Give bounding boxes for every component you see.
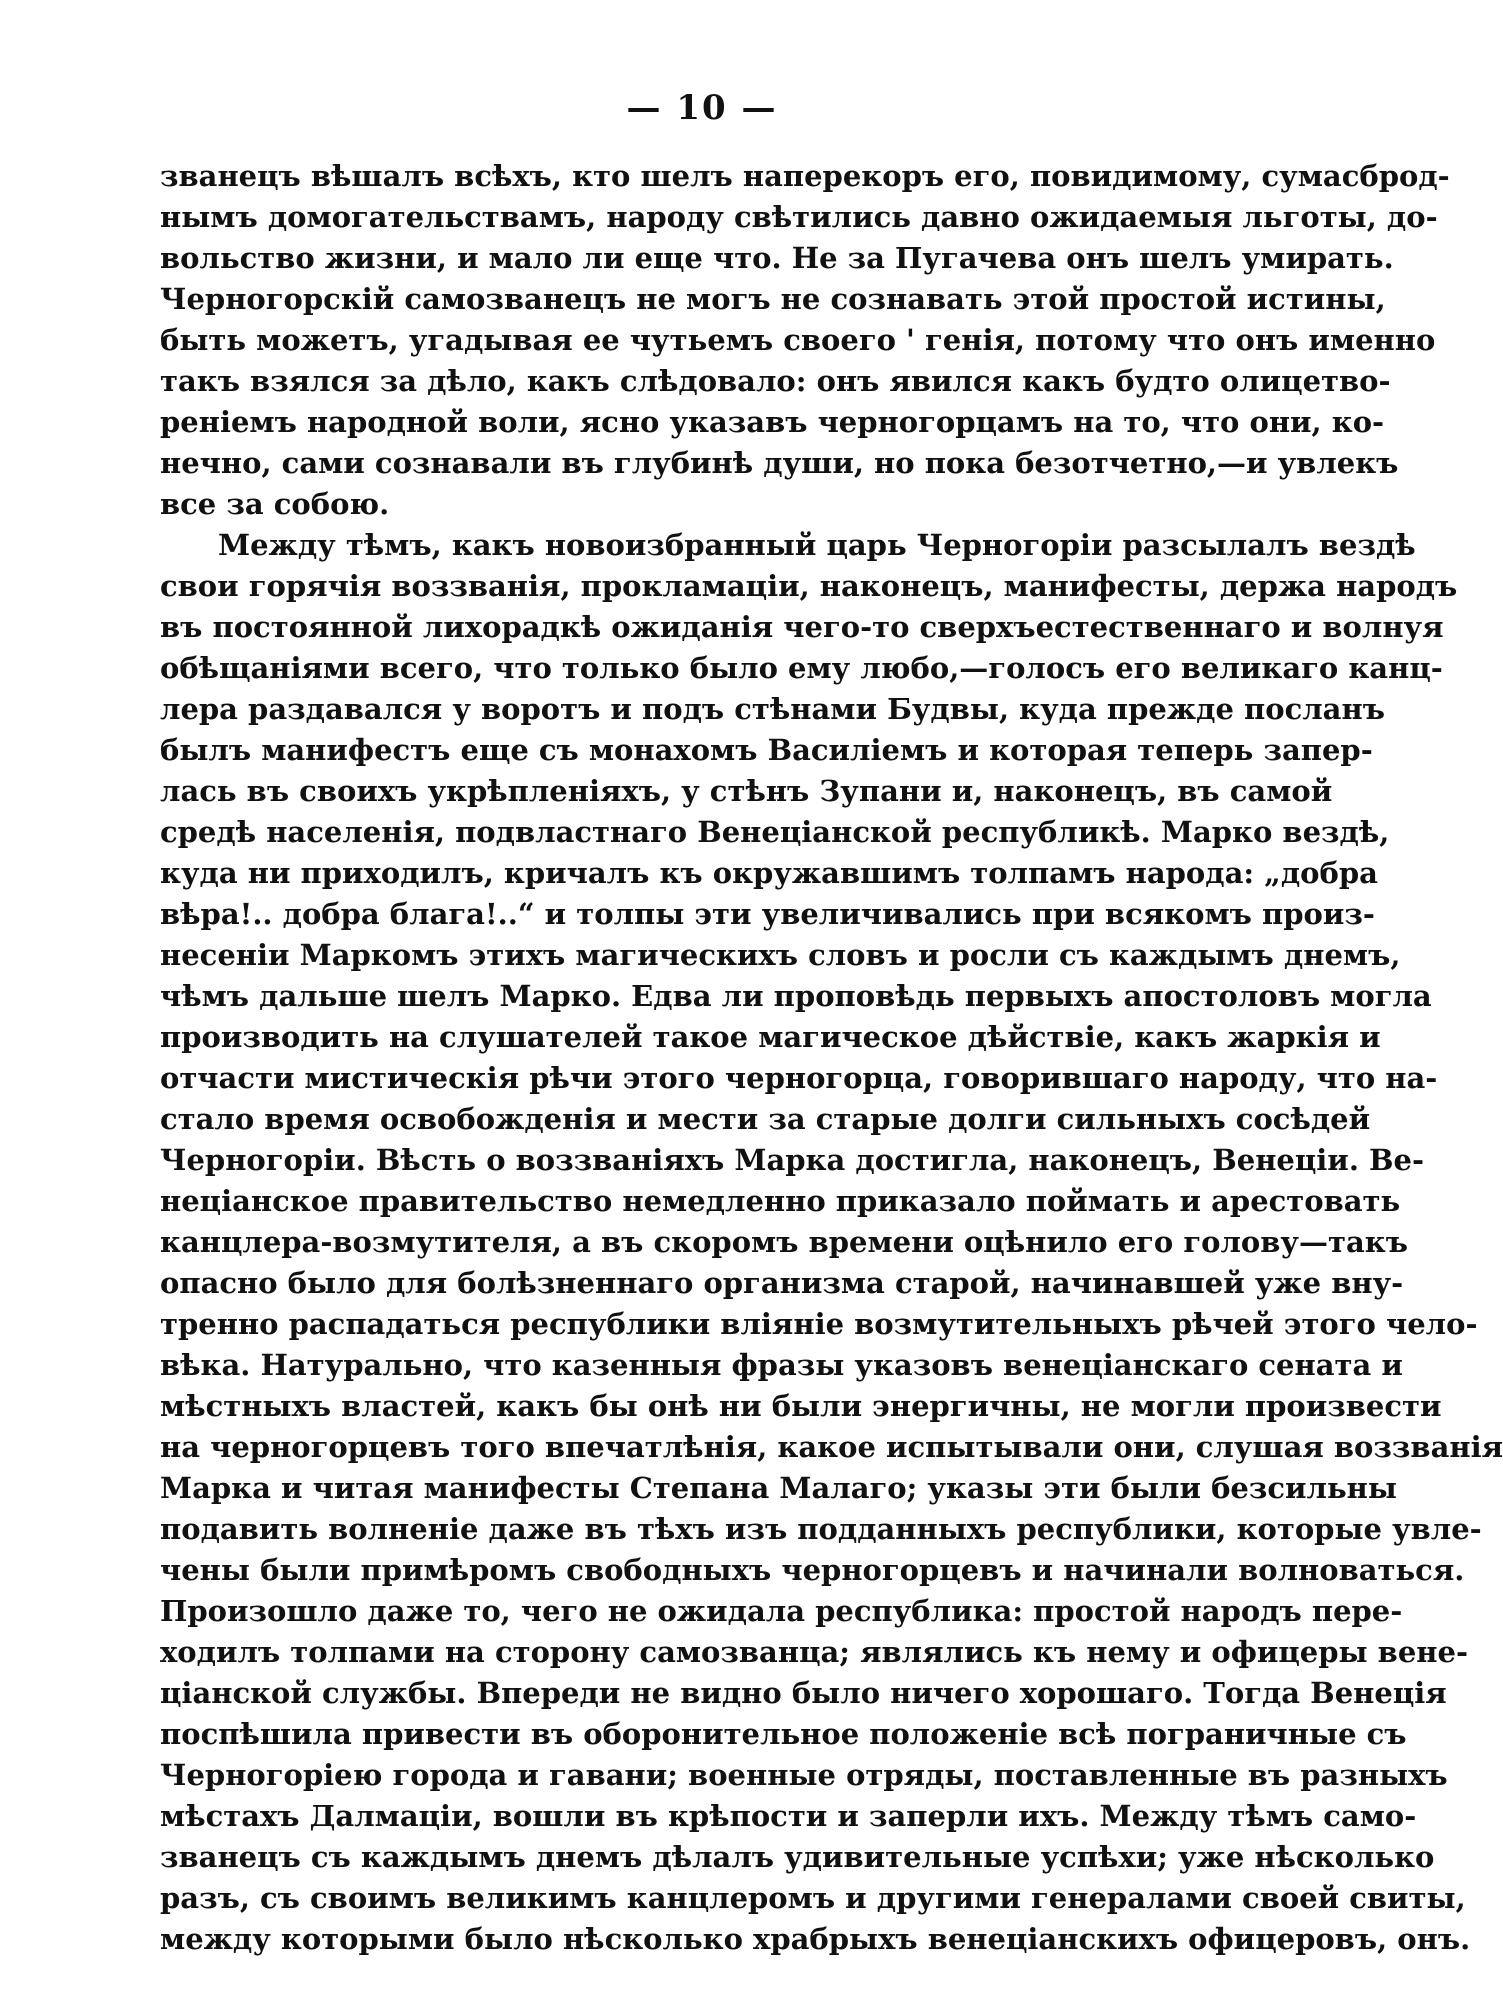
text-line: неціанское правительство немедленно приказало поймать и арестовать (160, 1184, 1401, 1218)
text-line: Между тѣмъ, какъ новоизбранный царь Черногоріи разсылалъ вездѣ (218, 528, 1416, 562)
text-line: средѣ населенія, подвластнаго Венеціанской республикѣ. Марко вездѣ, (160, 815, 1390, 849)
text-line: Марка и читая манифесты Степана Малаго; указы эти были безсильны (160, 1471, 1397, 1505)
text-line: канцлера-возмутителя, а въ скоромъ времени оцѣнило его голову—такъ (160, 1225, 1408, 1259)
text-line: лась въ своихъ укрѣпленіяхъ, у стѣнъ Зупани и, наконецъ, въ самой (160, 774, 1333, 808)
text-line: на черногорцевъ того впечатлѣнія, какое испытывали они, слушая воззванія (160, 1430, 1503, 1464)
text-line: мѣстахъ Далмаціи, вошли въ крѣпости и заперли ихъ. Между тѣмъ само- (160, 1799, 1417, 1833)
text-line: чены были примѣромъ свободныхъ черногорцевъ и начинали волноваться. (160, 1553, 1465, 1587)
text-line: званецъ вѣшалъ всѣхъ, кто шелъ наперекоръ его, повидимому, сумасброд- (160, 159, 1450, 193)
text-line: вѣка. Натурально, что казенныя фразы указовъ венеціанскаго сената и (160, 1348, 1403, 1382)
text-line: былъ манифестъ еще съ монахомъ Василіемъ и которая теперь запер- (160, 733, 1373, 767)
text-line: вѣра!.. добра блага!..“ и толпы эти увеличивались при всякомъ произ- (160, 897, 1375, 931)
body-text (160, 156, 1503, 1960)
text-line: куда ни приходилъ, кричалъ къ окружавшимъ толпамъ народа: „добра (160, 856, 1378, 890)
text-line: свои горячія воззванія, прокламаціи, наконецъ, манифесты, держа народъ (160, 569, 1458, 603)
text-line: тренно распадаться республики вліяніе возмутительныхъ рѣчей этого чело- (160, 1307, 1478, 1341)
text-line: стало время освобожденія и мести за старые долги сильныхъ сосѣдей (160, 1102, 1371, 1136)
text-line: подавить волненіе даже въ тѣхъ изъ подданныхъ республики, которые увле- (160, 1512, 1482, 1546)
text-line: поспѣшила привести въ оборонительное положеніе всѣ пограничные съ (160, 1717, 1407, 1751)
text-line: разъ, съ своимъ великимъ канцлеромъ и другими генералами своей свиты, (160, 1881, 1466, 1915)
text-line: ціанской службы. Впереди не видно было ничего хорошаго. Тогда Венеція (160, 1676, 1447, 1710)
text-line: такъ взялся за дѣло, какъ слѣдовало: онъ явился какъ будто олицетво- (160, 364, 1391, 398)
text-line: званецъ съ каждымъ днемъ дѣлалъ удивительные успѣхи; уже нѣсколько (160, 1840, 1435, 1874)
text-line: чѣмъ дальше шелъ Марко. Едва ли проповѣдь первыхъ апостоловъ могла (160, 979, 1432, 1013)
text-line: обѣщаніями всего, что только было ему любо,—голосъ его великаго канц- (160, 651, 1443, 685)
text-line: отчасти мистическія рѣчи этого черногорца, говорившаго народу, что на- (160, 1061, 1438, 1095)
text-line: реніемъ народной воли, ясно указавъ черногорцамъ на то, что они, ко- (160, 405, 1385, 439)
text-line: Черногоріи. Вѣсть о воззваніяхъ Марка достигла, наконецъ, Венеціи. Ве- (160, 1143, 1425, 1177)
text-line: опасно было для болѣзненнаго организма старой, начинавшей уже вну- (160, 1266, 1404, 1300)
page-number: — 10 — (626, 88, 778, 128)
text-line: между которыми было нѣсколько храбрыхъ венеціанскихъ офицеровъ, онъ. (160, 1922, 1471, 1956)
text-line: Произошло даже то, чего не ожидала республика: простой народъ пере- (160, 1594, 1403, 1628)
text-line: въ постоянной лихорадкѣ ожиданія чего-то сверхъестественнаго и волнуя (160, 610, 1444, 644)
text-line: Черногорскій самозванецъ не могъ не сознавать этой простой истины, (160, 282, 1386, 316)
text-line: быть можетъ, угадывая ее чутьемъ своего ' генія, потому что онъ именно (160, 323, 1436, 357)
text-line: вольство жизни, и мало ли еще что. Не за Пугачева онъ шелъ умирать. (160, 241, 1394, 275)
text-line: несеніи Маркомъ этихъ магическихъ словъ и росли съ каждымъ днемъ, (160, 938, 1401, 972)
text-line: мѣстныхъ властей, какъ бы онѣ ни были энергичны, не могли произвести (160, 1389, 1442, 1423)
text-line: лера раздавался у воротъ и подъ стѣнами Будвы, куда прежде посланъ (160, 692, 1385, 726)
text-line: ходилъ толпами на сторону самозванца; являлись къ нему и офицеры вене- (160, 1635, 1468, 1669)
text-line: все за собою. (160, 487, 390, 521)
text-line: Черногоріею города и гавани; военные отряды, поставленные въ разныхъ (160, 1758, 1448, 1792)
text-line: нечно, сами сознавали въ глубинѣ души, но пока безотчетно,—и увлекъ (160, 446, 1399, 480)
text-line: нымъ домогательствамъ, народу свѣтились давно ожидаемыя льготы, до- (160, 200, 1438, 234)
text-line: производить на слушателей такое магическое дѣйствіе, какъ жаркія и (160, 1020, 1381, 1054)
